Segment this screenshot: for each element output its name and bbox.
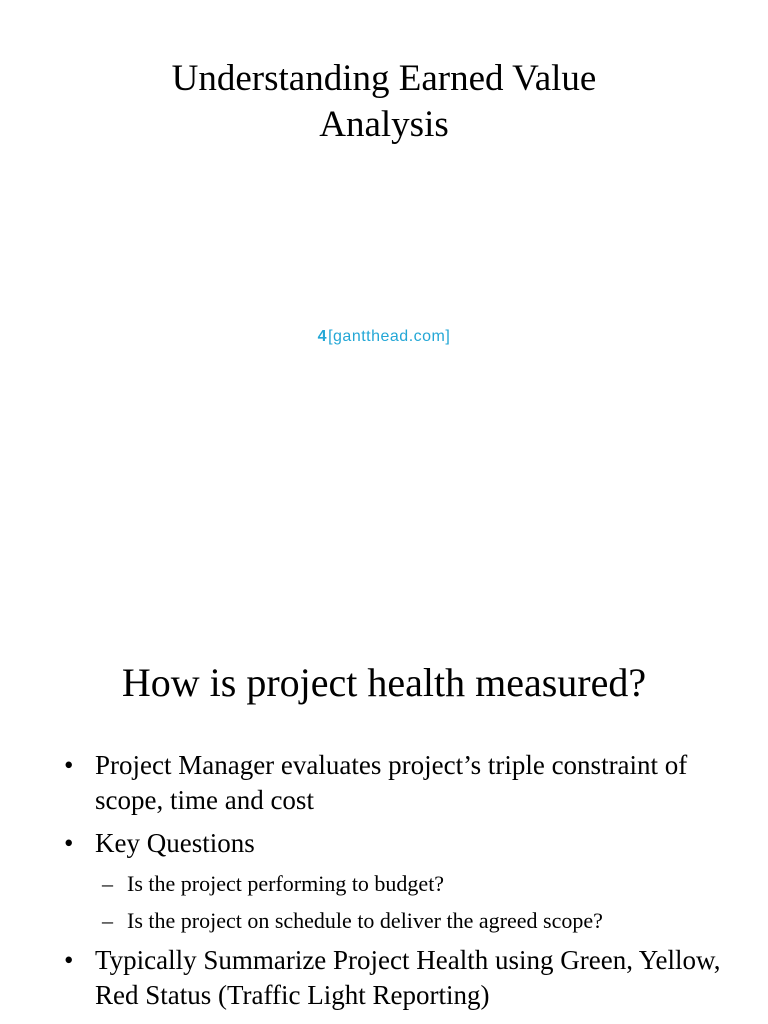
bullet-icon: •	[64, 750, 74, 780]
dash-icon: –	[102, 908, 113, 933]
dash-icon: –	[102, 871, 113, 896]
sub-bullet-list	[64, 869, 724, 935]
gantthead-logo	[0, 328, 768, 346]
sub-bullet-item	[64, 869, 724, 898]
title-line-2: Analysis	[319, 104, 449, 145]
slide-heading: How is project health measured?	[121, 660, 647, 705]
sub-bullet-item	[64, 906, 724, 935]
bullet-list	[64, 748, 724, 1021]
bullet-text: Project Manager evaluates project’s triple constraint of scope, time and cost	[95, 750, 688, 815]
bullet-icon: •	[64, 945, 74, 975]
bullet-item	[64, 943, 724, 1013]
logo-mark: 4	[317, 328, 328, 345]
logo-text: [gantthead.com]	[328, 328, 451, 345]
bullet-text: Key Questions	[95, 828, 255, 858]
bullet-text: Typically Summarize Project Health using Green, Yellow, Red Status (Traffic Light Reporting)	[95, 945, 721, 1010]
title-line-1: Understanding Earned Value	[171, 58, 597, 99]
bullet-icon: •	[64, 828, 74, 858]
sub-bullet-text: Is the project on schedule to deliver the agreed scope?	[127, 908, 603, 933]
slide-title-heading	[0, 56, 768, 148]
bullet-item	[64, 826, 724, 861]
bullet-item	[64, 748, 724, 818]
sub-bullet-text: Is the project performing to budget?	[127, 871, 445, 896]
slide-project-health	[0, 620, 768, 1024]
